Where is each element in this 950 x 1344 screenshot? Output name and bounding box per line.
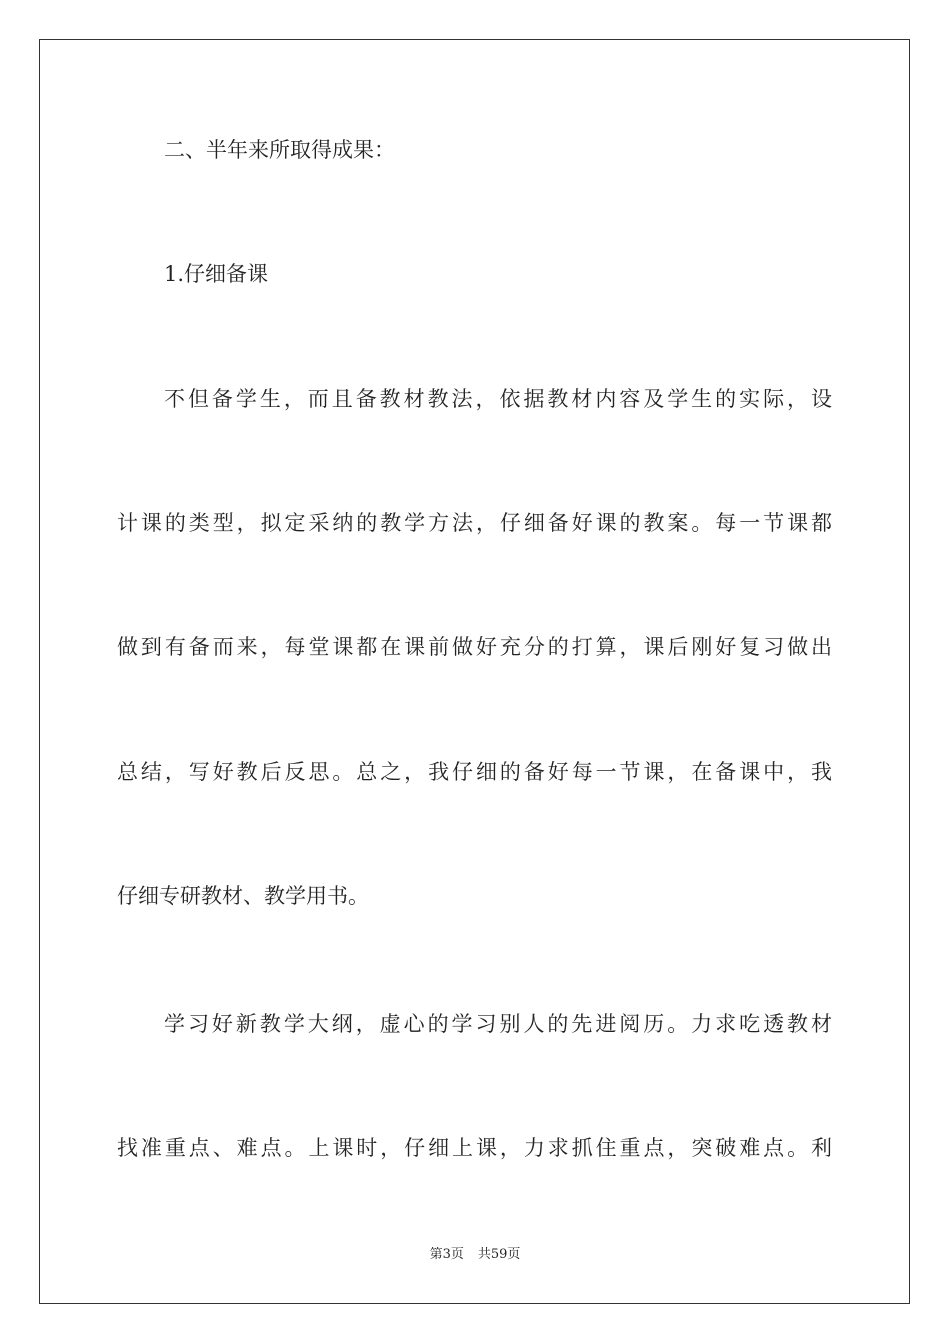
- page-number: 第3页: [429, 1247, 464, 1262]
- paragraph-line: 学习好新教学大纲，虚心的学习别人的先进阅历。力求吃透教材: [164, 1012, 832, 1036]
- section-heading: 二、半年来所取得成果：: [164, 138, 395, 162]
- paragraph-line: 计课的类型，拟定采纳的教学方法，仔细备好课的教案。每一节课都: [117, 511, 832, 535]
- paragraph-line: 总结，写好教后反思。总之，我仔细的备好每一节课，在备课中，我: [117, 760, 832, 784]
- total-pages: 共59页: [477, 1247, 521, 1262]
- page-frame: [39, 39, 910, 1304]
- paragraph-line: 不但备学生，而且备教材教法，依据教材内容及学生的实际，设: [164, 387, 832, 411]
- paragraph-line: 找准重点、难点。上课时，仔细上课，力求抓住重点，突破难点。利: [117, 1136, 832, 1160]
- subsection-heading: 1.仔细备课: [164, 262, 269, 286]
- paragraph-line: 仔细专研教材、教学用书。: [117, 884, 369, 908]
- page-footer: [0, 1246, 950, 1264]
- paragraph-line: 做到有备而来，每堂课都在课前做好充分的打算，课后刚好复习做出: [117, 635, 832, 659]
